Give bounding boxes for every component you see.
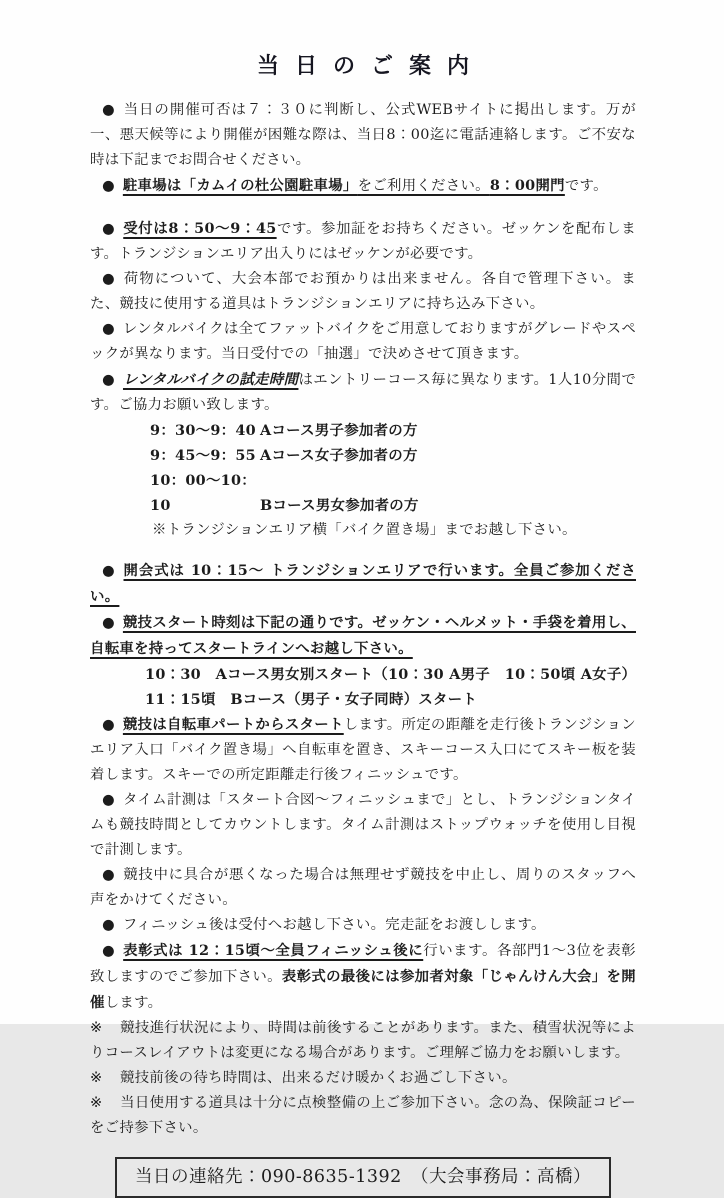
text-segment: はエントリーコース毎に異なります。1人10分間です。ご協力お願い致します。 — [90, 372, 637, 413]
bullet-icon: ● — [102, 943, 116, 959]
text-segment: 競技は自転車パートからスタート — [122, 716, 344, 733]
bullet-item — [90, 317, 636, 367]
contact-text: 当日の連絡先：090-8635-1392 （大会事務局：高橋） — [134, 1167, 592, 1187]
bullet-icon: ● — [102, 321, 115, 337]
note-item — [90, 1016, 636, 1066]
note-marker-icon: ※ — [90, 1020, 103, 1036]
text-segment: レンタルバイクは全てファットバイクをご用意しておりますがグレードやスペックが異なります。当日受付での「抽選」で決めさせて頂きます。 — [90, 321, 637, 362]
text-segment: 競技進行状況により、時間は前後することがあります。また、積雪状況等によりコースレイアウトは変更になる場合があります。ご理解ご協力をお願いします。 — [90, 1020, 636, 1061]
schedule-time: 10：00～10：10 — [150, 472, 256, 514]
page-title: 当日のご案内 — [256, 53, 485, 79]
text-segment: です。 — [564, 178, 608, 194]
bullet-item — [90, 610, 636, 662]
schedule-label: Aコース男子参加者の方 — [260, 422, 418, 439]
bullet-item — [90, 367, 636, 418]
bullet-icon: ● — [102, 867, 116, 883]
start-time-row — [145, 662, 636, 687]
text-segment: 行います。各部門1～3位を表彰致しますのでご参加下さい。 — [90, 943, 636, 985]
note-marker-icon: ※ — [90, 1070, 103, 1086]
text-segment: 競技中に具合が悪くなった場合は無理せず競技を中止し、周りのスタッフへ声をかけてください。 — [90, 867, 637, 908]
text-segment: 表彰式の最後には参加者対象「じゃんけん大会」を開催 — [90, 968, 636, 1011]
contact-box — [115, 1157, 611, 1198]
text-segment: ※トランジションエリア横「バイク置き場」までお越し下さい。 — [152, 522, 577, 538]
text-segment: 競技前後の待ち時間は、出来るだけ暖かくお過ごし下さい。 — [120, 1070, 517, 1086]
text-segment: をご利用ください。 — [357, 178, 490, 194]
start-time-row — [145, 687, 636, 712]
bullet-item — [90, 938, 636, 1016]
bullet-item — [90, 267, 636, 317]
bullet-icon: ● — [102, 917, 115, 933]
text-segment: 当日の開催可否は７：３０に判断し、公式WEBサイトに掲出します。万が一、悪天候等により開催が困難な際は、当日8：00迄に電話連絡します。ご不安な時は下記までお問合せください。 — [90, 102, 637, 168]
bullet-icon: ● — [102, 178, 115, 194]
bullet-item — [90, 98, 636, 173]
text-segment: 駐車場は「カムイの杜公園駐車場」 — [122, 177, 358, 194]
schedule-label: Bコース男女参加者の方 — [260, 497, 419, 514]
bullet-icon: ● — [102, 615, 115, 631]
schedule-time: 9：30～9：40 — [150, 422, 256, 439]
schedule-time: 9：45～9：55 — [150, 447, 256, 464]
bullet-icon: ● — [102, 221, 116, 237]
text-segment: 受付は8：50～9：45 — [123, 220, 277, 237]
text-segment: 荷物について、大会本部でお預かりは出来ません。各自で管理下さい。また、競技に使用する道具はトランジションエリアに持ち込み下さい。 — [90, 271, 636, 312]
bullet-icon: ● — [102, 271, 116, 287]
bullet-item — [90, 216, 636, 267]
bullet-icon: ● — [102, 563, 116, 579]
bullet-icon: ● — [102, 372, 115, 388]
text-segment: します。 — [104, 995, 163, 1011]
note-item — [90, 1091, 636, 1141]
schedule-label: Aコース女子参加者の方 — [260, 447, 418, 464]
schedule-row — [150, 468, 636, 518]
note-marker-icon: ※ — [90, 1095, 103, 1111]
text-segment: 10：30 Aコース男女別スタート（10：30 A男子 10：50頃 A女子） — [145, 666, 637, 683]
text-segment: 11：15頃 Bコース（男子・女子同時）スタート — [145, 691, 478, 708]
text-segment: します。所定の距離を走行後トランジションエリア入口「バイク置き場」へ自転車を置き、スキーコース入口にてスキー板を装着します。スキーでの所定距離走行後フィニッシュです。 — [90, 717, 636, 783]
bullet-item — [90, 712, 636, 788]
schedule-note — [152, 518, 636, 543]
spacer — [90, 543, 636, 558]
bullet-icon: ● — [102, 717, 115, 733]
document-body — [90, 98, 636, 1141]
bullet-item — [90, 913, 636, 938]
bullet-item — [90, 863, 636, 913]
bullet-icon: ● — [102, 102, 116, 118]
spacer — [90, 199, 636, 216]
text-segment: レンタルバイクの試走時間 — [122, 371, 299, 388]
bullet-item — [90, 788, 636, 863]
text-segment: 表彰式は 12：15頃～全員フィニッシュ後に — [123, 942, 424, 959]
text-segment: 開会式は 10：15～ トランジションエリアで行います。全員ご参加ください。 — [90, 562, 636, 605]
bullet-item — [90, 558, 636, 610]
text-segment: タイム計測は「スタート合図～フィニッシュまで」とし、トランジションタイムも競技時間としてカウントします。タイム計測はストップウォッチを使用し目視で計測します。 — [90, 792, 637, 858]
text-segment: です。参加証をお持ちください。ゼッケンを配布します。トランジションエリア出入りにはゼッケンが必要です。 — [90, 221, 636, 262]
text-segment: 競技スタート時刻は下記の通りです。ゼッケン・ヘルメット・手袋を着用し、自転車を持ってスタートラインへお越し下さい。 — [90, 614, 636, 657]
schedule-row — [150, 443, 636, 468]
note-item — [90, 1066, 636, 1091]
schedule-row — [150, 418, 636, 443]
bullet-item — [90, 173, 636, 199]
text-segment: 当日使用する道具は十分に点検整備の上ご参加下さい。念の為、保険証コピーをご持参下さい。 — [90, 1095, 636, 1136]
bullet-icon: ● — [102, 792, 115, 808]
text-segment: 8：00開門 — [489, 177, 565, 194]
text-segment: フィニッシュ後は受付へお越し下さい。完走証をお渡しします。 — [122, 917, 546, 933]
